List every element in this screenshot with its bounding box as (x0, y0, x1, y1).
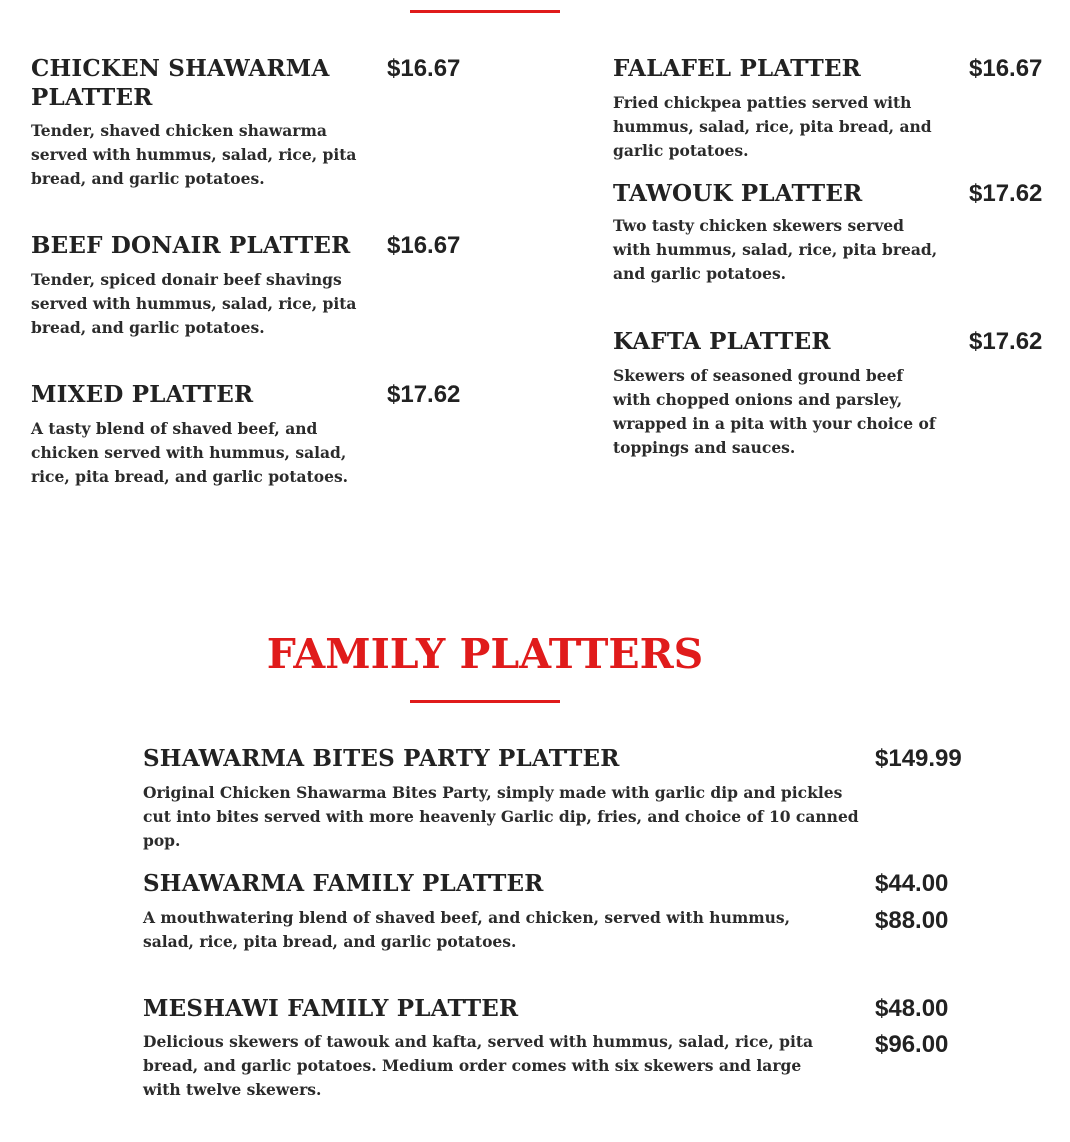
item-name: SHAWARMA FAMILY PLATTER (143, 870, 544, 897)
item-price: $16.67 (387, 232, 461, 259)
menu-item-mixed-platter[interactable] (31, 380, 461, 495)
menu-item-kafta-platter[interactable] (613, 327, 1043, 467)
item-description: Delicious skewers of tawouk and kafta, served with hummus, salad, rice, pita bread, and garlic potatoes. Medium order comes with six skewers and large with twelve skewers. (143, 1032, 814, 1099)
menu-item-shawarma-bites-party-platter[interactable] (143, 744, 973, 850)
menu-item-shawarma-family-platter[interactable] (143, 869, 973, 959)
menu-item-tawouk-platter[interactable] (613, 179, 1043, 294)
item-description: Original Chicken Shawarma Bites Party, simply made with garlic dip and pickles cut into bites served with more heavenly Garlic dip, fries, and choice of 10 canned pop. (143, 783, 859, 850)
item-name: MIXED PLATTER (31, 381, 254, 408)
item-price-medium: $48.00 (875, 995, 949, 1022)
item-name: SHAWARMA BITES PARTY PLATTER (143, 745, 620, 772)
menu-item-chicken-shawarma-platter[interactable] (31, 54, 461, 194)
item-name: MESHAWI FAMILY PLATTER (143, 995, 519, 1022)
item-description: A mouthwatering blend of shaved beef, and chicken, served with hummus, salad, rice, pita bread, and garlic potatoes. (143, 908, 791, 951)
menu-item-beef-donair-platter[interactable] (31, 231, 461, 346)
item-price-large: $96.00 (875, 1031, 949, 1058)
item-price: $17.62 (969, 328, 1043, 355)
item-description: Skewers of seasoned ground beef with chopped onions and parsley, wrapped in a pita with your choice of toppings and sauces. (613, 366, 936, 457)
item-description: A tasty blend of shaved beef, and chicken served with hummus, salad, rice, pita bread, and garlic potatoes. (31, 419, 349, 486)
item-description: Tender, shaved chicken shawarma served with hummus, salad, rice, pita bread, and garlic potatoes. (31, 121, 357, 188)
section-title-family-platters: FAMILY PLATTERS (266, 630, 704, 678)
item-name: KAFTA PLATTER (613, 328, 831, 355)
menu-item-meshawi-family-platter[interactable] (143, 994, 973, 1099)
item-name: TAWOUK PLATTER (613, 180, 863, 207)
item-name: CHICKEN SHAWARMA PLATTER (31, 55, 330, 111)
item-name: BEEF DONAIR PLATTER (31, 232, 351, 259)
item-price-large: $88.00 (875, 907, 949, 934)
item-description: Fried chickpea patties served with hummus, salad, rice, pita bread, and garlic potatoes. (613, 93, 932, 160)
item-price: $149.99 (875, 745, 962, 772)
item-price: $17.62 (387, 381, 461, 408)
item-description: Tender, spiced donair beef shavings served with hummus, salad, rice, pita bread, and garlic potatoes. (31, 270, 357, 337)
item-price-medium: $44.00 (875, 870, 949, 897)
item-description: Two tasty chicken skewers served with hummus, salad, rice, pita bread, and garlic potatoes. (613, 216, 938, 283)
item-price: $16.67 (969, 55, 1043, 82)
item-price: $17.62 (969, 180, 1043, 207)
item-price: $16.67 (387, 55, 461, 82)
family-section-divider (410, 700, 560, 703)
menu-item-falafel-platter[interactable] (613, 54, 1043, 160)
top-section-divider (410, 10, 560, 13)
item-name: FALAFEL PLATTER (613, 55, 861, 82)
